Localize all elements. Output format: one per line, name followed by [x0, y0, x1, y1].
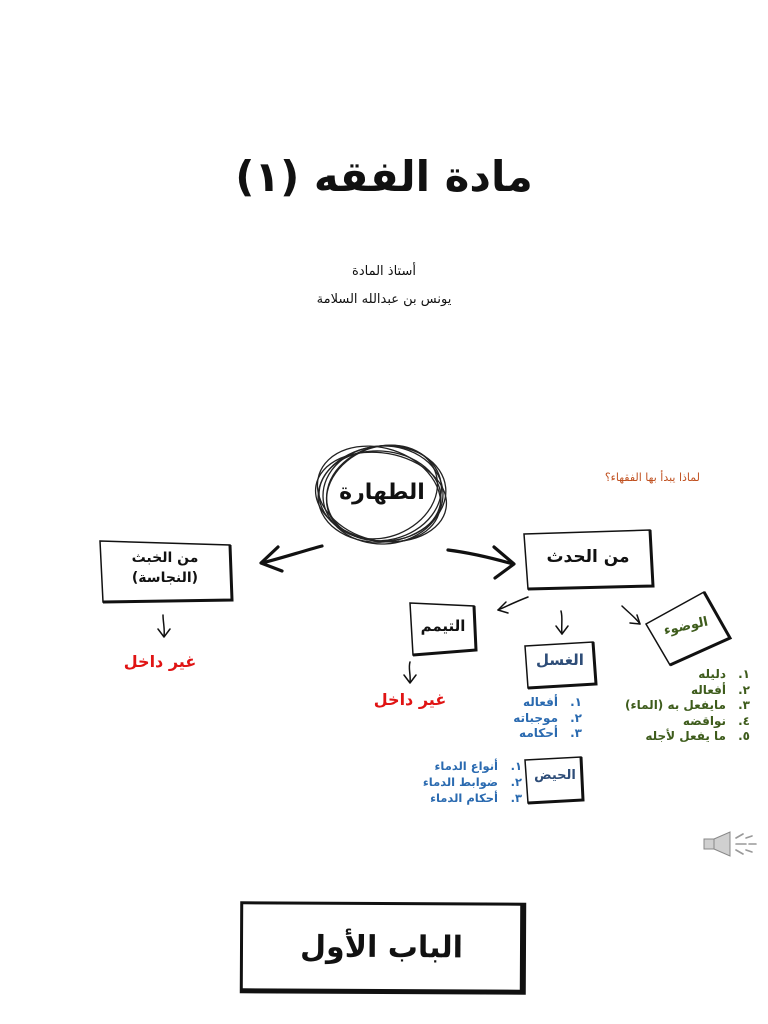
list-item-text: موجباته — [513, 710, 558, 725]
wudu-list — [612, 667, 750, 745]
list-item-number: ٤. — [738, 713, 750, 728]
list-item — [480, 711, 582, 727]
list-item-text: أفعاله — [522, 695, 558, 709]
khabath-result-label: غير داخل — [123, 652, 197, 671]
list-item — [400, 774, 522, 790]
list-item-text: دليله — [698, 667, 726, 681]
list-item — [612, 683, 750, 699]
list-item-text: نواقضه — [682, 713, 726, 728]
list-item-number: ٣. — [510, 791, 522, 805]
chapter-title-box — [240, 901, 526, 994]
list-item-text: أفعاله — [690, 682, 726, 697]
purity-node-label: الطهارة — [339, 480, 425, 505]
page-title: مادة الفقه (١) — [235, 152, 533, 201]
arrow-to-hadath — [448, 547, 514, 578]
list-item — [480, 695, 582, 711]
hayd-node-label: الحيض — [534, 768, 576, 783]
list-item-number: ٢. — [738, 682, 750, 697]
arrow-to-wudu — [622, 606, 640, 624]
list-item — [400, 790, 522, 806]
list-item-text: ضوابط الدماء — [422, 775, 498, 789]
list-item-number: ٥. — [738, 729, 750, 743]
teacher-name: يونس بن عبدالله السلامة — [316, 292, 452, 307]
list-item — [400, 758, 522, 774]
list-item — [612, 714, 750, 730]
list-item-text: مايفعل به (الماء) — [625, 698, 726, 712]
speaker-icon[interactable] — [702, 830, 760, 858]
tayammum-node-label: التيمم — [420, 617, 466, 635]
list-item-text: ما يفعل لأجله — [645, 729, 726, 743]
list-item-text: أنواع الدماء — [434, 759, 498, 773]
list-item-number: ٢. — [510, 775, 522, 789]
arrow-to-tayammum-result — [404, 662, 416, 683]
hayd-list — [400, 758, 522, 806]
list-item-text: أحكامه — [519, 726, 558, 740]
arrow-to-tayammum — [498, 597, 528, 613]
ghusl-list — [480, 695, 582, 742]
list-item-text: أحكام الدماء — [430, 791, 498, 805]
tayammum-result-label: غير داخل — [373, 690, 447, 709]
list-item-number: ١. — [510, 759, 522, 773]
arrow-to-ghusl — [556, 611, 568, 634]
ghusl-node-label: الغسل — [536, 651, 584, 669]
list-item-number: ٣. — [738, 698, 750, 712]
why-question-note: لماذا يبدأ بها الفقهاء؟ — [604, 471, 700, 484]
list-item-number: ٣. — [570, 726, 582, 740]
list-item-number: ١. — [570, 695, 582, 709]
arrow-to-khabath — [261, 546, 322, 571]
list-item — [480, 726, 582, 742]
khabath-node-label: من الخبث (النجاسة) — [131, 550, 199, 586]
list-item-number: ١. — [738, 667, 750, 681]
chapter-title: الباب الأول — [299, 929, 464, 965]
list-item — [612, 698, 750, 714]
teacher-label: أستاذ المادة — [352, 264, 416, 279]
hadath-node-label: من الحدث — [546, 547, 630, 567]
list-item-number: ٢. — [570, 710, 582, 725]
list-item — [612, 667, 750, 683]
wudu-node-label: الوضوء — [662, 614, 710, 639]
list-item — [612, 729, 750, 745]
arrow-to-khabath-result — [158, 615, 170, 637]
